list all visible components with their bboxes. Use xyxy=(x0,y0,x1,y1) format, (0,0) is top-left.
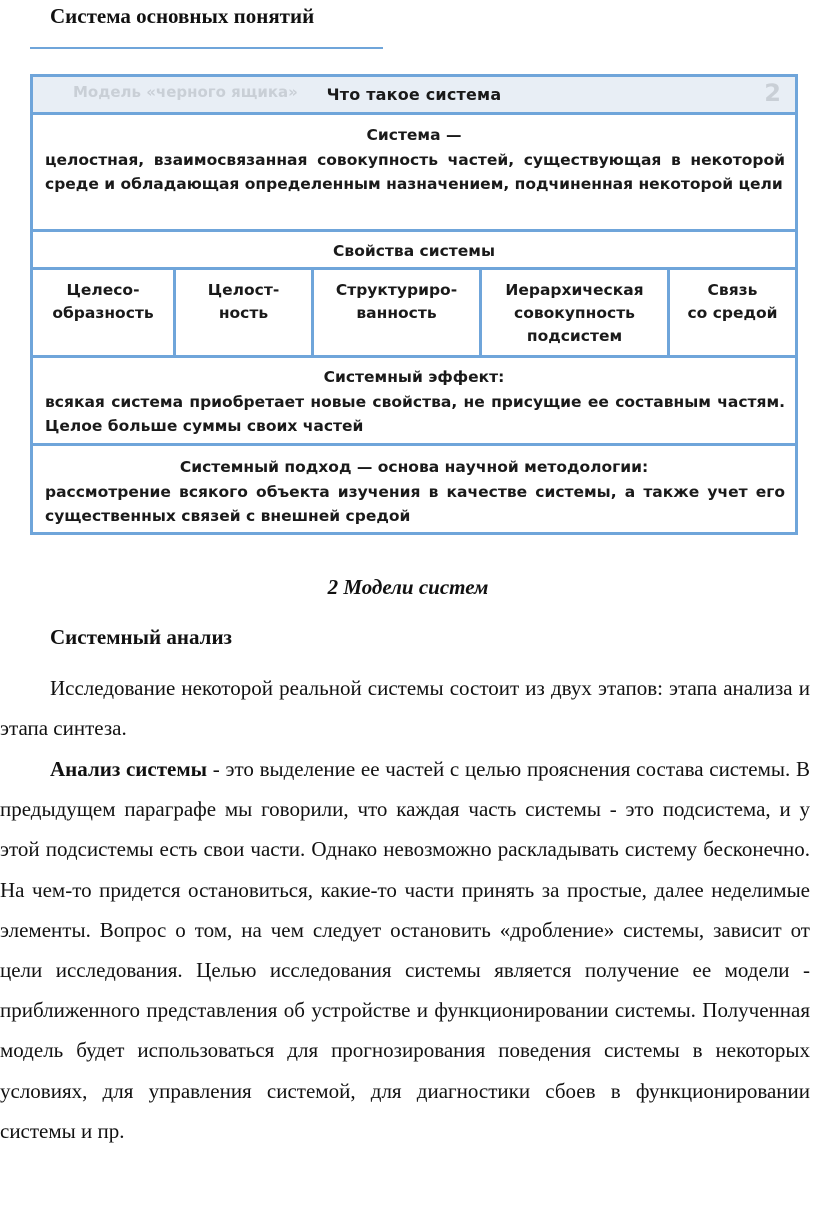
concept-scheme xyxy=(30,74,798,535)
definition-term: Система — xyxy=(366,126,462,144)
property-cell: Структуриро- ванность xyxy=(314,270,482,355)
ghost-text: Модель «черного ящика» xyxy=(73,83,298,101)
definition-text: целостная, взаимосвязанная совокупность частей, существующая в некоторой среде и обладающая определенным назначением, подчиненная некоторой цели xyxy=(45,151,785,193)
system-approach-term: Системный подход xyxy=(179,458,352,476)
property-cell: Связь со средой xyxy=(687,281,778,322)
system-effect-row xyxy=(33,355,795,443)
system-effect-title: Системный эффект: xyxy=(323,368,505,386)
ghost-number: 2 xyxy=(764,79,781,107)
heading-underline xyxy=(30,47,383,49)
paragraph: Исследование некоторой реальной системы состоит из двух этапов: этапа анализа и этапа синтеза. xyxy=(0,676,810,741)
system-approach-title xyxy=(33,446,795,476)
system-effect-text: всякая система приобретает новые свойства, не присущие ее составным частям. Целое больше суммы своих частей xyxy=(45,393,785,435)
subsection-title: Системный анализ xyxy=(50,625,232,649)
paragraph xyxy=(0,749,810,1151)
scheme-title: Что такое система xyxy=(326,85,502,104)
properties-row xyxy=(33,267,795,355)
term-bold: Анализ системы xyxy=(50,757,208,781)
property-cell: Целост- ность xyxy=(176,270,314,355)
property-cell: Иерархическая совокупность подсистем xyxy=(482,270,670,355)
properties-title: Свойства системы xyxy=(333,242,495,260)
scheme-title-row xyxy=(33,77,795,112)
system-approach-subtitle: — основа научной методологии: xyxy=(351,458,649,476)
page-heading: Система основных понятий xyxy=(50,4,315,28)
section-title: 2 Модели систем xyxy=(327,575,489,599)
paragraph-text: - это выделение ее частей с целью прояснения состава системы. В предыдущем параграфе мы говорили, что каждая часть системы - это подсистема, и у этой подсистемы есть свои части. Однако невозможно раскладывать систему бесконечно. На чем-то придется остановиться, какие-то части принять за простые, далее неделимые элементы. Вопрос о том, на чем следует остановить «дробление» системы, зависит от цели исследования. Целью исследования системы является получение ее модели - приближенного представления об устройстве и функционировании системы. Полученная модель будет использоваться для прогнозирования поведения системы в некоторых условиях, для управления системой, для диагностики сбоев в функционировании системы и пр. xyxy=(0,757,810,1143)
properties-title-row xyxy=(33,229,795,267)
property-cell: Целесо- образность xyxy=(33,270,176,355)
system-approach-text: рассмотрение всякого объекта изучения в качестве системы, а также учет его существенных связей с внешней средой xyxy=(45,483,785,525)
system-approach-row xyxy=(33,443,795,532)
definition-row xyxy=(33,112,795,229)
